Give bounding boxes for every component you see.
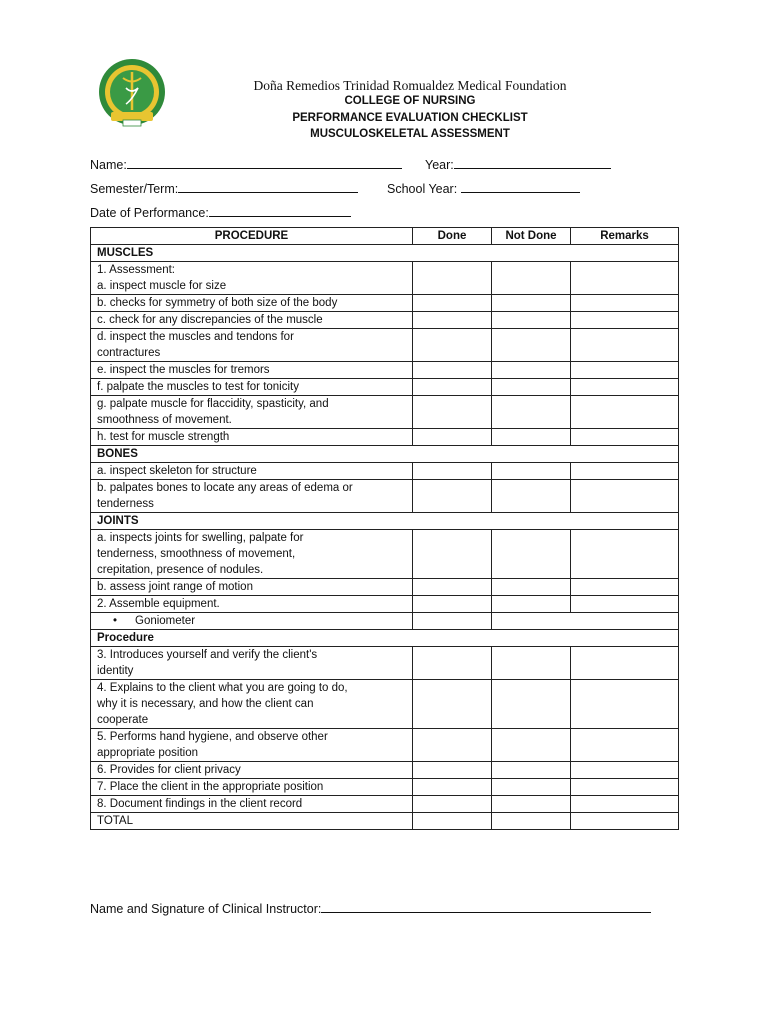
not-done-cell[interactable]: [492, 729, 571, 762]
procedure-text: 3. Introduces yourself and verify the client's: [97, 649, 318, 661]
done-cell[interactable]: [413, 379, 492, 396]
not-done-cell[interactable]: [492, 779, 571, 796]
date-field[interactable]: [90, 204, 351, 220]
done-cell[interactable]: [413, 530, 492, 579]
procedure-cell: [91, 362, 413, 379]
procedure-cell: [91, 762, 413, 779]
checklist-row: [91, 530, 679, 579]
remarks-cell[interactable]: [571, 262, 679, 295]
procedure-text: a. inspects joints for swelling, palpate for: [97, 532, 304, 544]
done-cell[interactable]: [413, 779, 492, 796]
procedure-text: 2. Assemble equipment.: [97, 598, 220, 610]
procedure-text: 6. Provides for client privacy: [97, 764, 241, 776]
checklist-row: [91, 680, 679, 729]
section-heading: MUSCLES: [91, 245, 679, 262]
done-cell[interactable]: [413, 329, 492, 362]
checklist-table: [90, 227, 679, 830]
checklist-row: [91, 813, 679, 830]
not-done-cell[interactable]: [492, 762, 571, 779]
procedure-text: a. inspect skeleton for structure: [97, 465, 257, 477]
procedure-cell: [91, 312, 413, 329]
checklist-row: [91, 362, 679, 379]
procedure-cell: [91, 796, 413, 813]
done-cell[interactable]: [413, 796, 492, 813]
remarks-cell[interactable]: [571, 647, 679, 680]
checklist-row: [91, 647, 679, 680]
school-year-blank[interactable]: [461, 180, 580, 193]
instructor-signature-field[interactable]: [90, 900, 651, 916]
remarks-cell[interactable]: [571, 729, 679, 762]
done-cell[interactable]: [413, 613, 492, 630]
not-done-cell[interactable]: [492, 429, 571, 446]
procedure-text: a. inspect muscle for size: [97, 280, 227, 292]
done-cell[interactable]: [413, 680, 492, 729]
section-row: [91, 630, 679, 647]
procedure-cell: [91, 396, 413, 429]
done-cell[interactable]: [413, 262, 492, 295]
done-cell[interactable]: [413, 295, 492, 312]
checklist-row: [91, 429, 679, 446]
not-done-header: Not Done: [492, 228, 571, 245]
year-label: Year:: [425, 158, 454, 172]
name-blank[interactable]: [127, 156, 402, 169]
form-title: PERFORMANCE EVALUATION CHECKLIST: [292, 112, 528, 124]
procedure-text: 1. Assessment:: [97, 264, 175, 276]
semester-label: Semester/Term:: [90, 182, 179, 196]
remarks-cell[interactable]: [492, 613, 679, 630]
procedure-text: b. assess joint range of motion: [97, 581, 253, 593]
equipment-row: [91, 613, 679, 630]
remarks-cell[interactable]: [571, 463, 679, 480]
procedure-cell: [91, 813, 413, 830]
procedure-cell: [91, 295, 413, 312]
not-done-cell[interactable]: [492, 813, 571, 830]
date-blank[interactable]: [209, 204, 351, 217]
procedure-text: TOTAL: [97, 815, 133, 827]
procedure-text: crepitation, presence of nodules.: [97, 564, 264, 576]
semester-blank[interactable]: [178, 180, 358, 193]
procedure-text: 5. Performs hand hygiene, and observe other: [97, 731, 328, 743]
not-done-cell[interactable]: [492, 480, 571, 513]
remarks-cell[interactable]: [571, 362, 679, 379]
procedure-text: identity: [97, 665, 134, 677]
not-done-cell[interactable]: [492, 262, 571, 295]
not-done-cell[interactable]: [492, 329, 571, 362]
done-cell[interactable]: [413, 463, 492, 480]
done-cell[interactable]: [413, 396, 492, 429]
year-blank[interactable]: [454, 156, 611, 169]
procedure-text: appropriate position: [97, 747, 199, 759]
checklist-row: [91, 762, 679, 779]
not-done-cell[interactable]: [492, 362, 571, 379]
remarks-cell[interactable]: [571, 596, 679, 613]
assessment-title: MUSCULOSKELETAL ASSESSMENT: [310, 128, 510, 140]
procedure-cell: [91, 262, 413, 295]
procedure-cell: [91, 329, 413, 362]
table-header-row: [91, 228, 679, 245]
instructor-signature-label: Name and Signature of Clinical Instructor:: [90, 902, 322, 916]
checklist-row: [91, 729, 679, 762]
section-heading: BONES: [91, 446, 679, 463]
procedure-text: h. test for muscle strength: [97, 431, 230, 443]
procedure-cell: [91, 579, 413, 596]
semester-field[interactable]: [90, 180, 358, 196]
procedure-cell: [91, 596, 413, 613]
section-row: [91, 245, 679, 262]
procedure-text: contractures: [97, 347, 161, 359]
procedure-cell: [91, 429, 413, 446]
checklist-row: [91, 579, 679, 596]
procedure-text: 4. Explains to the client what you are going to do,: [97, 682, 348, 694]
procedure-text: b. palpates bones to locate any areas of edema or: [97, 482, 353, 494]
school-year-label: School Year:: [387, 182, 458, 196]
remarks-cell[interactable]: [571, 680, 679, 729]
procedure-text: f. palpate the muscles to test for tonicity: [97, 381, 299, 393]
checklist-row: [91, 295, 679, 312]
remarks-cell[interactable]: [571, 796, 679, 813]
name-label: Name:: [90, 158, 127, 172]
done-cell[interactable]: [413, 429, 492, 446]
section-row: [91, 513, 679, 530]
procedure-cell: [91, 647, 413, 680]
checklist-row: [91, 463, 679, 480]
college-name: COLLEGE OF NURSING: [344, 95, 476, 107]
procedure-header: PROCEDURE: [91, 228, 413, 245]
date-label: Date of Performance:: [90, 206, 209, 220]
equipment-item: [91, 613, 413, 630]
procedure-cell: [91, 680, 413, 729]
section-heading: JOINTS: [91, 513, 679, 530]
school-year-field[interactable]: [387, 180, 580, 196]
remarks-cell[interactable]: [571, 480, 679, 513]
remarks-cell[interactable]: [571, 329, 679, 362]
checklist-row: [91, 779, 679, 796]
instructor-signature-blank[interactable]: [321, 900, 651, 913]
procedure-cell: [91, 729, 413, 762]
done-cell[interactable]: [413, 312, 492, 329]
procedure-text: smoothness of movement.: [97, 414, 232, 426]
not-done-cell[interactable]: [492, 463, 571, 480]
not-done-cell[interactable]: [492, 295, 571, 312]
checklist-row: [91, 396, 679, 429]
procedure-cell: [91, 779, 413, 796]
not-done-cell[interactable]: [492, 579, 571, 596]
remarks-header: Remarks: [571, 228, 679, 245]
procedure-text: cooperate: [97, 714, 149, 726]
procedure-cell: [91, 379, 413, 396]
procedure-text: why it is necessary, and how the client can: [97, 698, 314, 710]
procedure-text: g. palpate muscle for flaccidity, spasticity, and: [97, 398, 329, 410]
procedure-text: e. inspect the muscles for tremors: [97, 364, 270, 376]
procedure-cell: [91, 530, 413, 579]
procedure-text: b. checks for symmetry of both size of the body: [97, 297, 338, 309]
not-done-cell[interactable]: [492, 379, 571, 396]
not-done-cell[interactable]: [492, 312, 571, 329]
checklist-row: [91, 596, 679, 613]
bullet-icon: •: [113, 615, 118, 627]
remarks-cell[interactable]: [571, 779, 679, 796]
done-cell[interactable]: [413, 480, 492, 513]
name-field[interactable]: [90, 156, 402, 172]
remarks-cell[interactable]: [571, 579, 679, 596]
done-cell[interactable]: [413, 596, 492, 613]
remarks-cell[interactable]: [571, 813, 679, 830]
procedure-text: c. check for any discrepancies of the muscle: [97, 314, 323, 326]
checklist-row: [91, 329, 679, 362]
remarks-cell[interactable]: [571, 429, 679, 446]
remarks-cell[interactable]: [571, 530, 679, 579]
procedure-text: tenderness, smoothness of movement,: [97, 548, 296, 560]
checklist-row: [91, 796, 679, 813]
procedure-text: 7. Place the client in the appropriate position: [97, 781, 324, 793]
procedure-text: d. inspect the muscles and tendons for: [97, 331, 294, 343]
done-cell[interactable]: [413, 579, 492, 596]
not-done-cell[interactable]: [492, 596, 571, 613]
section-row: [91, 446, 679, 463]
year-field[interactable]: [425, 156, 611, 172]
done-cell[interactable]: [413, 762, 492, 779]
done-cell[interactable]: [413, 647, 492, 680]
not-done-cell[interactable]: [492, 530, 571, 579]
done-cell[interactable]: [413, 362, 492, 379]
checklist-row: [91, 480, 679, 513]
remarks-cell[interactable]: [571, 312, 679, 329]
not-done-cell[interactable]: [492, 796, 571, 813]
done-cell[interactable]: [413, 729, 492, 762]
not-done-cell[interactable]: [492, 396, 571, 429]
done-cell[interactable]: [413, 813, 492, 830]
checklist-row: [91, 262, 679, 295]
procedure-cell: [91, 480, 413, 513]
remarks-cell[interactable]: [571, 295, 679, 312]
checklist-row: [91, 312, 679, 329]
equipment-label: Goniometer: [135, 615, 196, 627]
done-header: Done: [413, 228, 492, 245]
remarks-cell[interactable]: [571, 396, 679, 429]
procedure-text: 8. Document findings in the client record: [97, 798, 303, 810]
procedure-cell: [91, 463, 413, 480]
not-done-cell[interactable]: [492, 647, 571, 680]
remarks-cell[interactable]: [571, 762, 679, 779]
procedure-text: tenderness: [97, 498, 154, 510]
checklist-row: [91, 379, 679, 396]
not-done-cell[interactable]: [492, 680, 571, 729]
section-heading: Procedure: [91, 630, 679, 647]
remarks-cell[interactable]: [571, 379, 679, 396]
checklist-body: [91, 245, 679, 830]
organization-name: Doña Remedios Trinidad Romualdez Medical Foundation: [253, 78, 567, 93]
